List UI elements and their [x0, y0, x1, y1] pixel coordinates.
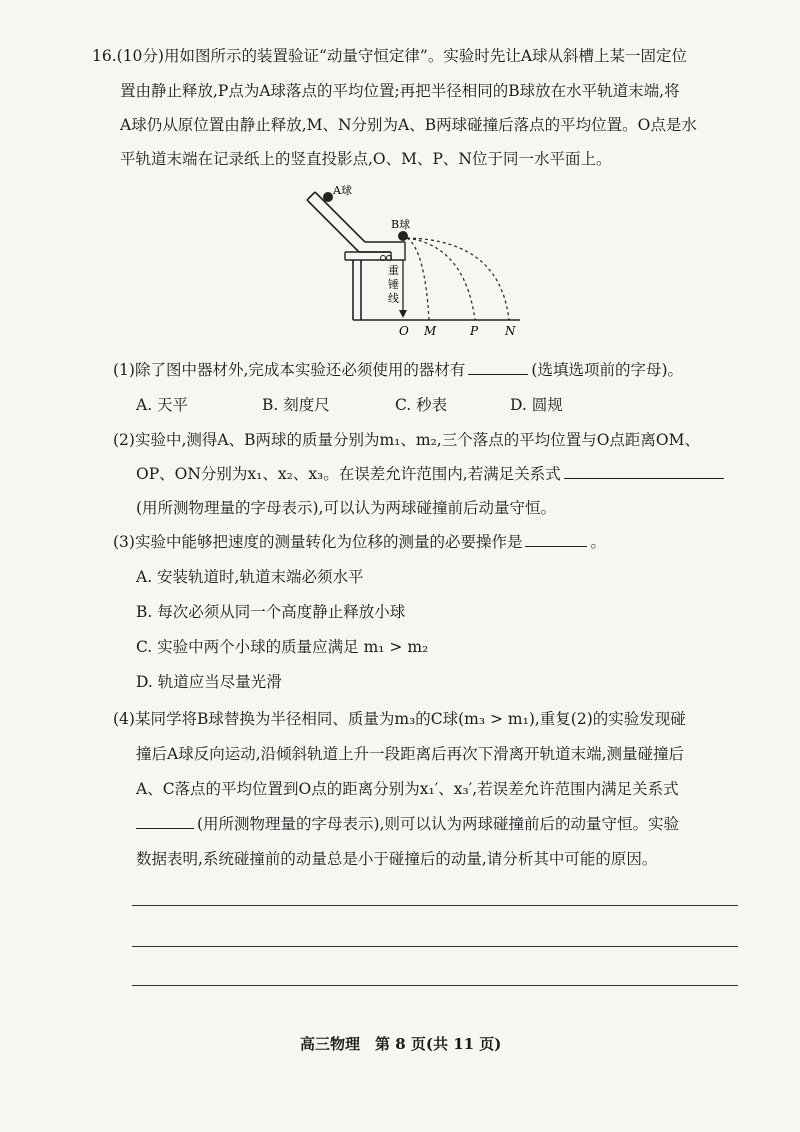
- stem-line-4: 平轨道末端在记录纸上的竖直投影点,O、M、P、N位于同一水平面上。: [120, 150, 612, 168]
- q1-option-b: B. 刻度尺: [262, 396, 330, 414]
- stem-line-3: A球仍从原位置由静止释放,M、N分别为A、B两球碰撞后落点的平均位置。O点是水: [120, 116, 697, 134]
- point-n: N: [505, 324, 516, 338]
- stem-line-2: 置由静止释放,P点为A球落点的平均位置;再把半径相同的B球放在水平轨道末端,将: [120, 82, 680, 100]
- q4-text-after: (用所测物理量的字母表示),则可以认为两球碰撞前后的动量守恒。实验: [197, 815, 680, 833]
- q1-option-c: C. 秒表: [395, 396, 448, 414]
- q3-option-c: C. 实验中两个小球的质量应满足 m₁ > m₂: [136, 638, 429, 656]
- ball-b: [398, 231, 408, 241]
- q2-line-3: (用所测物理量的字母表示),可以认为两球碰撞前后动量守恒。: [136, 499, 557, 517]
- q1-option-a: A. 天平: [136, 396, 189, 414]
- q1-option-d: D. 圆规: [510, 396, 563, 414]
- point-p: P: [470, 324, 479, 338]
- q3-answer-blank[interactable]: [525, 532, 587, 547]
- q1-answer-blank[interactable]: [468, 360, 528, 375]
- q3-option-b: B. 每次必须从同一个高度静止释放小球: [136, 603, 406, 621]
- ball-a: [323, 192, 333, 202]
- q3-option-d: D. 轨道应当尽量光滑: [136, 673, 282, 691]
- q4-line-1: (4)某同学将B球替换为半径相同、质量为m₃的C球(m₃ > m₁),重复(2)的实验发现碰: [113, 710, 686, 728]
- q2-text-before: OP、ON分别为x₁、x₂、x₃。在误差允许范围内,若满足关系式: [136, 465, 561, 483]
- plumb-label-2: 锤: [388, 278, 399, 291]
- page-footer: 高三物理 第 8 页(共 11 页): [300, 1035, 502, 1053]
- q2-line-1: (2)实验中,测得A、B两球的质量分别为m₁、m₂,三个落点的平均位置与O点距离OM、: [113, 431, 701, 449]
- answer-line-2[interactable]: [132, 946, 738, 947]
- apparatus-figure: [295, 180, 545, 340]
- ball-b-label: B球: [391, 218, 411, 231]
- point-o: O: [399, 324, 409, 338]
- q2-line-2: [136, 464, 727, 484]
- q1-line: [113, 360, 683, 380]
- q3-option-a: A. 安装轨道时,轨道末端必须水平: [136, 568, 364, 586]
- ball-a-label: A球: [333, 184, 352, 197]
- q4-line-2: 撞后A球反向运动,沿倾斜轨道上升一段距离后再次下滑离开轨道末端,测量碰撞后: [136, 745, 685, 763]
- point-m: M: [424, 324, 437, 338]
- q3-text-after: 。: [590, 533, 606, 551]
- q2-answer-blank[interactable]: [564, 464, 724, 479]
- q1-text-after: (选填选项前的字母)。: [531, 361, 683, 379]
- q4-line-4: [136, 814, 679, 834]
- q4-line-3: A、C落点的平均位置到O点的距离分别为x₁′、x₃′,若误差允许范围内满足关系式: [136, 780, 679, 798]
- q3-text-before: (3)实验中能够把速度的测量转化为位移的测量的必要操作是: [113, 533, 523, 551]
- answer-line-3[interactable]: [132, 985, 738, 986]
- answer-line-1[interactable]: [132, 905, 738, 906]
- q1-text-before: (1)除了图中器材外,完成本实验还必须使用的器材有: [113, 361, 466, 379]
- q4-line-5: 数据表明,系统碰撞前的动量总是小于碰撞后的动量,请分析其中可能的原因。: [136, 850, 658, 868]
- q3-line: [113, 532, 606, 552]
- stem-line-1: 16.(10分)用如图所示的装置验证“动量守恒定律”。实验时先让A球从斜槽上某一固定位: [92, 47, 688, 65]
- plumb-label-1: 重: [388, 264, 399, 277]
- plumb-label-3: 线: [388, 292, 399, 305]
- q4-answer-blank[interactable]: [136, 814, 194, 829]
